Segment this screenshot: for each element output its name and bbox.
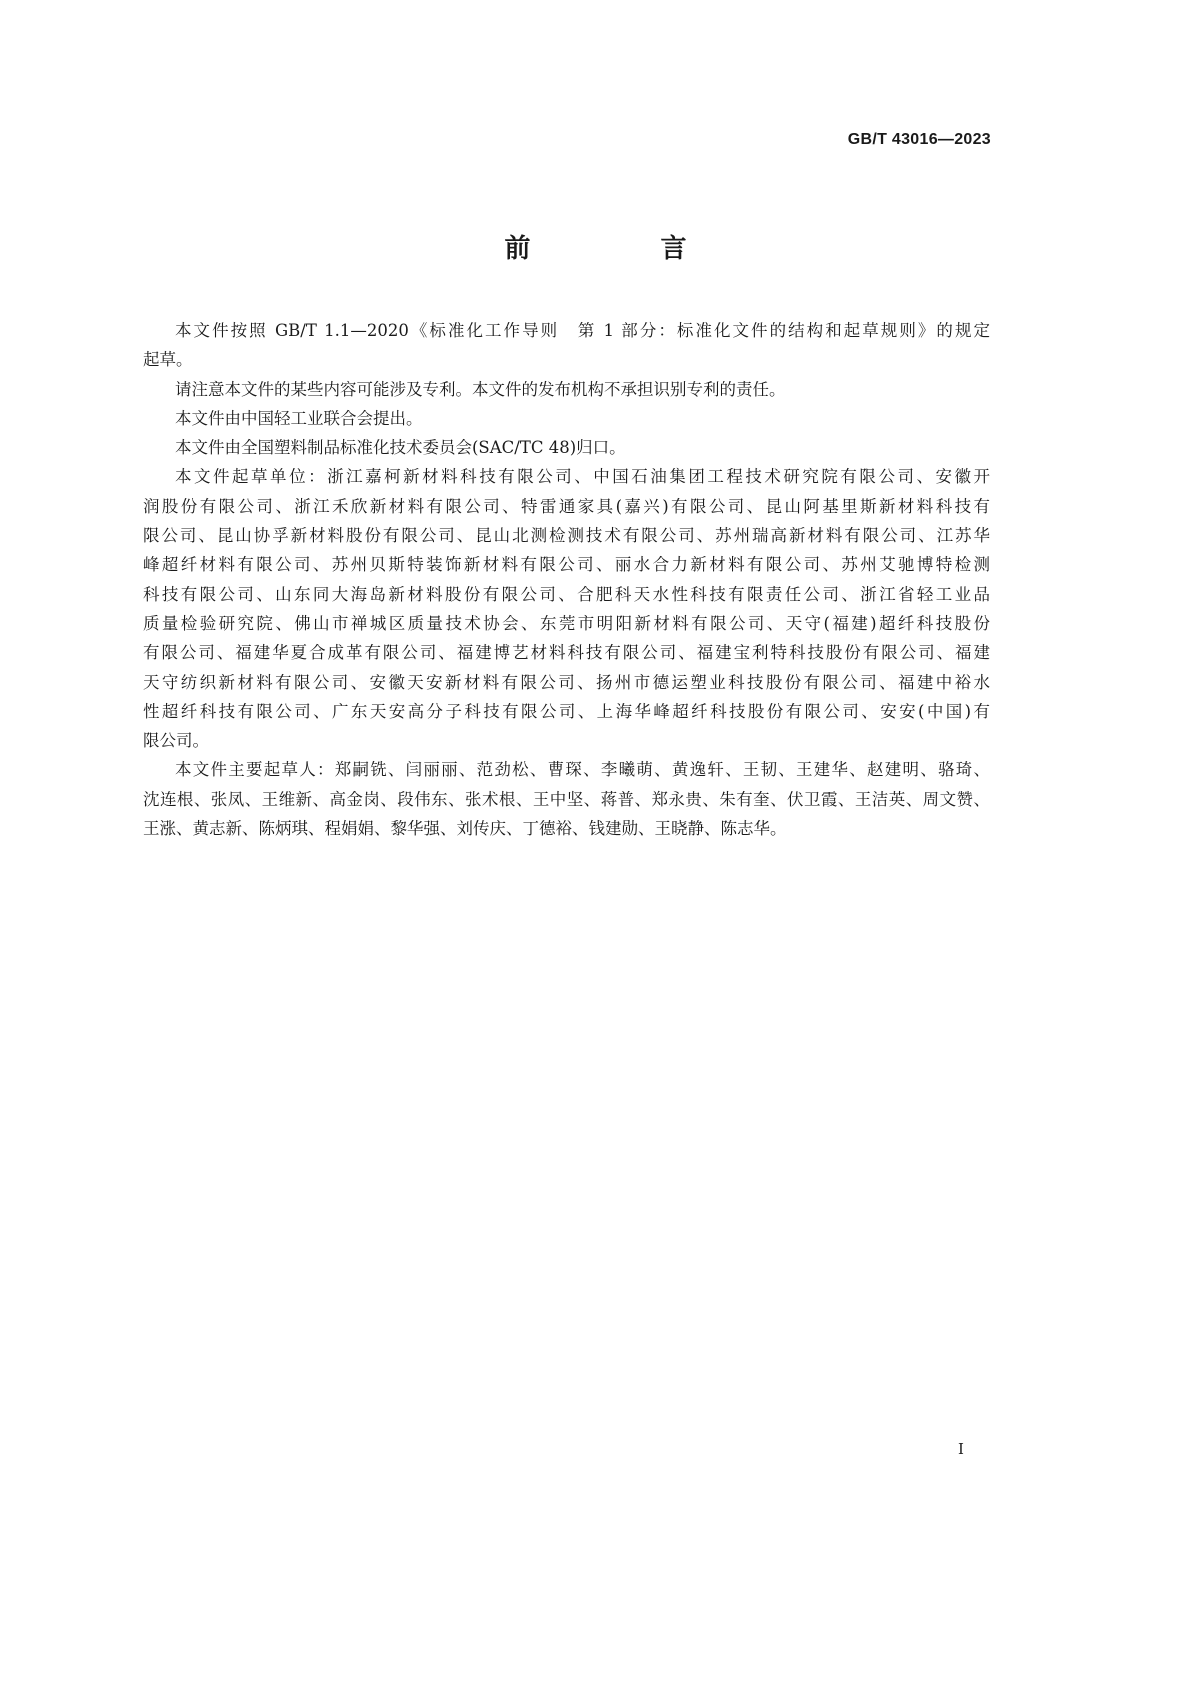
text-line: 峰超纤材料有限公司、苏州贝斯特装饰新材料有限公司、丽水合力新材料有限公司、苏州艾驰博特检测 [143, 555, 990, 575]
paragraph [143, 755, 990, 843]
text-line: 质量检验研究院、佛山市禅城区质量技术协会、东莞市明阳新材料有限公司、天守(福建)超纤科技股份 [143, 613, 990, 633]
text-line: 润股份有限公司、浙江禾欣新材料有限公司、特雷通家具(嘉兴)有限公司、昆山阿基里斯新材料科技有 [143, 496, 990, 516]
text-line: 沈连根、张凤、王维新、高金岗、段伟东、张术根、王中坚、蒋普、郑永贵、朱有奎、伏卫霞、王洁英、周文赞、 [143, 789, 990, 809]
paragraph [143, 404, 990, 433]
text-line: 科技有限公司、山东同大海岛新材料股份有限公司、合肥科天水性科技有限责任公司、浙江省轻工业品 [143, 584, 990, 604]
paragraph [143, 375, 990, 404]
text-line: 有限公司、福建华夏合成革有限公司、福建博艺材料科技有限公司、福建宝利特科技股份有限公司、福建 [143, 643, 990, 663]
text-line: 本文件主要起草人：郑嗣铣、闫丽丽、范劲松、曹琛、李曦萌、黄逸轩、王韧、王建华、赵建明、骆琦、 [175, 760, 990, 780]
text-line: 起草。 [143, 350, 193, 370]
text-line: 本文件由中国轻工业联合会提出。 [175, 408, 423, 428]
text-line: 本文件由全国塑料制品标准化技术委员会(SAC/TC 48)归口。 [175, 438, 626, 458]
paragraph [143, 316, 990, 375]
text-line: 王涨、黄志新、陈炳琪、程娟娟、黎华强、刘传庆、丁德裕、钱建勋、王晓静、陈志华。 [143, 819, 787, 839]
standard-code: GB/T 43016—2023 [847, 131, 991, 148]
text-line: 限公司、昆山协孚新材料股份有限公司、昆山北测检测技术有限公司、苏州瑞高新材料有限公司、江苏华 [143, 526, 990, 546]
text-line: 本文件按照 GB/T 1.1—2020《标准化工作导则 第 1 部分：标准化文件的结构和起草规则》的规定 [175, 321, 990, 340]
text-line: 性超纤科技有限公司、广东天安高分子科技有限公司、上海华峰超纤科技股份有限公司、安安(中国)有 [143, 701, 990, 721]
foreword-body [143, 316, 990, 843]
section-title: 前 言 [504, 234, 739, 264]
paragraph [143, 433, 990, 462]
text-line: 本文件起草单位：浙江嘉柯新材料科技有限公司、中国石油集团工程技术研究院有限公司、安徽开 [175, 467, 990, 487]
text-line: 天守纺织新材料有限公司、安徽天安新材料有限公司、扬州市德运塑业科技股份有限公司、福建中裕水 [143, 672, 990, 692]
page-number: I [958, 1440, 964, 1458]
text-line: 限公司。 [143, 731, 209, 751]
text-line: 请注意本文件的某些内容可能涉及专利。本文件的发布机构不承担识别专利的责任。 [175, 379, 786, 399]
paragraph [143, 462, 990, 755]
